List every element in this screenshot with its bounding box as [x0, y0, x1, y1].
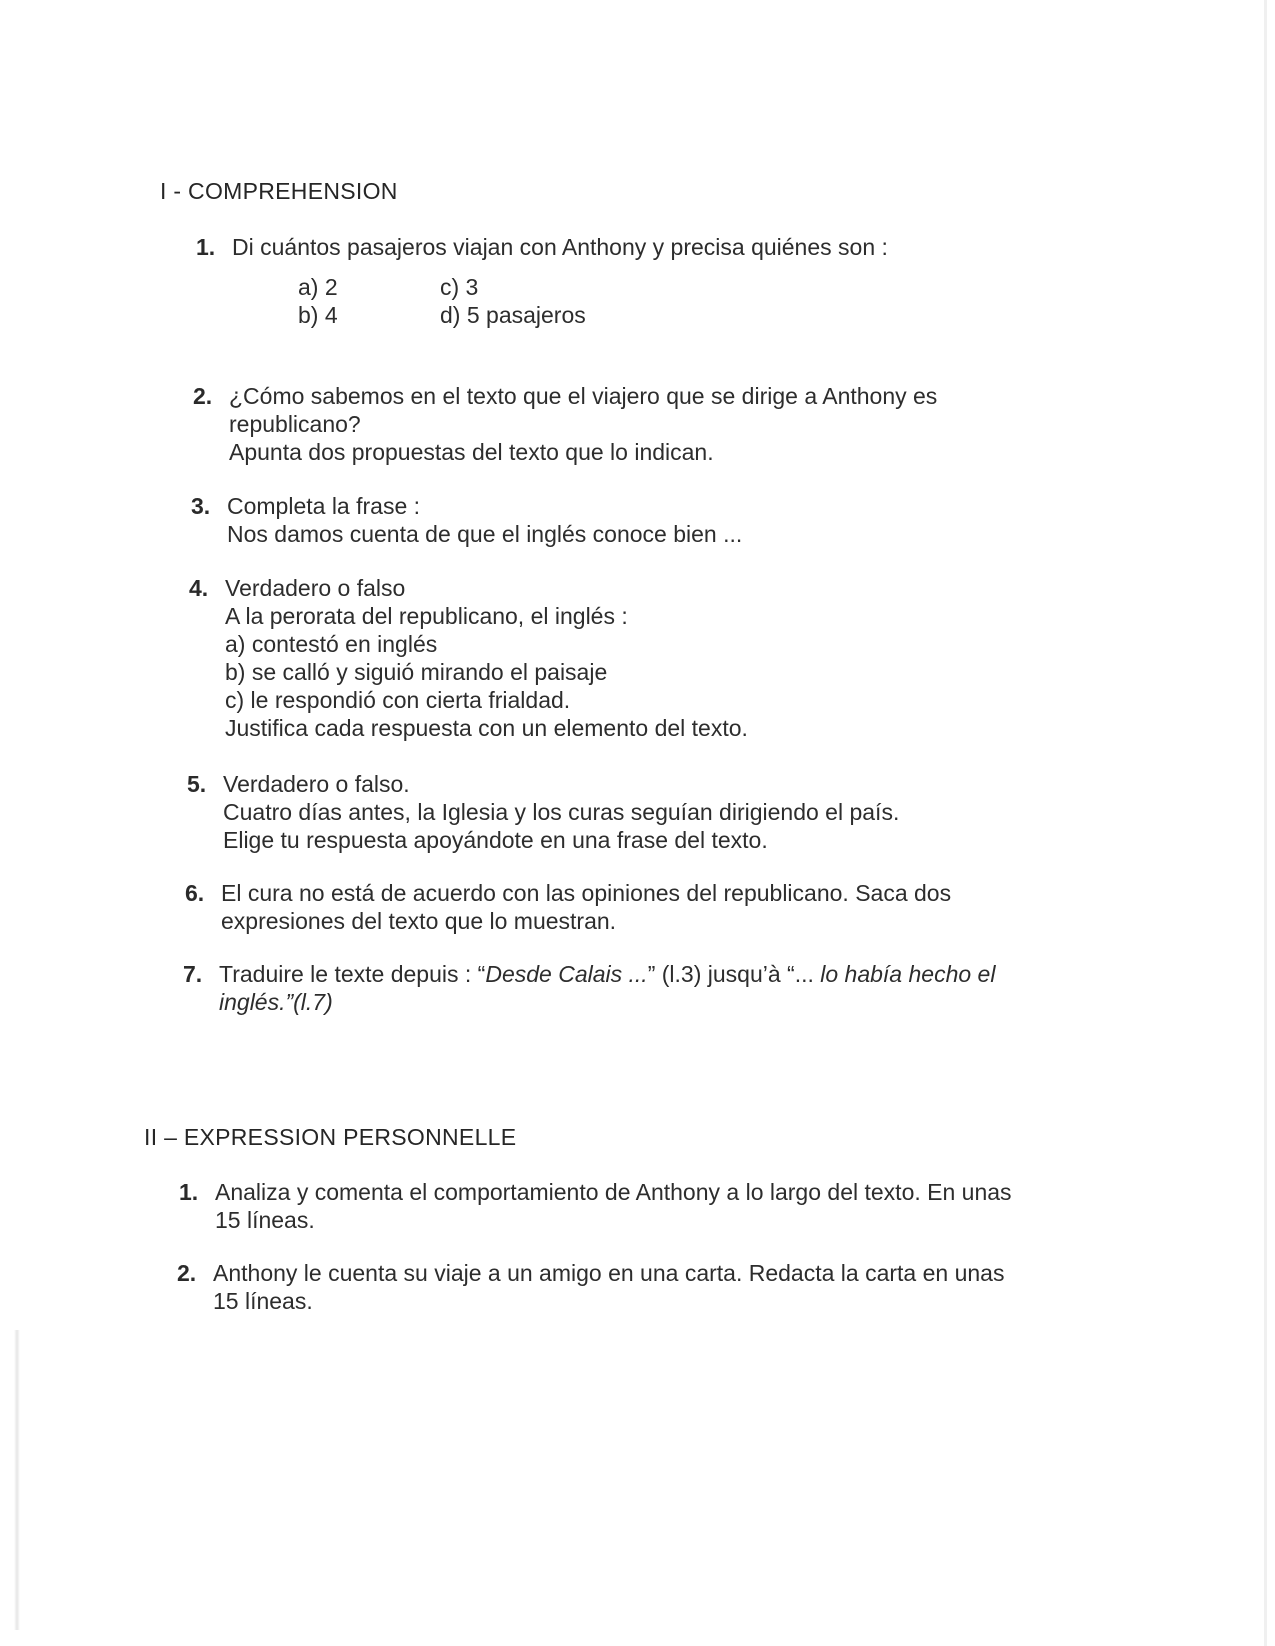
scan-shadow	[14, 1330, 20, 1630]
question-number: 2.	[177, 1260, 197, 1286]
question-text: b) se calló y siguió mirando el paisaje	[225, 659, 608, 685]
question-text: Anthony le cuenta su viaje a un amigo en una carta. Redacta la carta en unas	[213, 1260, 1005, 1286]
question-text: Justifica cada respuesta con un elemento del texto.	[225, 715, 748, 741]
question-number: 7.	[183, 961, 203, 987]
section-title-expression: II – EXPRESSION PERSONNELLE	[144, 1124, 517, 1150]
option-b: b) 4	[298, 302, 338, 328]
question-number: 2.	[193, 383, 213, 409]
question-text: Elige tu respuesta apoyándote en una frase del texto.	[223, 827, 768, 853]
option-a: a) 2	[298, 274, 338, 300]
question-text: republicano?	[229, 411, 361, 437]
question-text: Traduire le texte depuis : “Desde Calais ...” (l.3) jusqu’à “... lo había hecho el	[219, 961, 996, 987]
section-title-comprehension: I - COMPREHENSION	[160, 178, 398, 204]
question-number: 4.	[189, 575, 209, 601]
question-text: Verdadero o falso.	[223, 771, 410, 797]
question-text: ¿Cómo sabemos en el texto que el viajero que se dirige a Anthony es	[229, 383, 938, 409]
question-number: 6.	[185, 880, 205, 906]
option-d: d) 5 pasajeros	[440, 302, 586, 328]
scan-edge	[1264, 0, 1267, 1646]
option-c: c) 3	[440, 274, 479, 300]
question-text: Analiza y comenta el comportamiento de Anthony a lo largo del texto. En unas	[215, 1179, 1012, 1205]
question-text: Completa la frase :	[227, 493, 421, 519]
question-text: El cura no está de acuerdo con las opiniones del republicano. Saca dos	[221, 880, 952, 906]
question-text: 15 líneas.	[215, 1207, 315, 1233]
question-number: 3.	[191, 493, 211, 519]
question-number: 1.	[196, 234, 216, 260]
question-text: Nos damos cuenta de que el inglés conoce bien ...	[227, 521, 743, 547]
question-text: Cuatro días antes, la Iglesia y los curas seguían dirigiendo el país.	[223, 799, 900, 825]
question-text: Verdadero o falso	[225, 575, 406, 601]
question-number: 1.	[179, 1179, 199, 1205]
question-number: 5.	[187, 771, 207, 797]
question-text: c) le respondió con cierta frialdad.	[225, 687, 571, 713]
question-text: Di cuántos pasajeros viajan con Anthony y precisa quiénes son :	[232, 234, 888, 260]
question-text: 15 líneas.	[213, 1288, 313, 1314]
question-text: a) contestó en inglés	[225, 631, 438, 657]
question-text: inglés.”(l.7)	[219, 989, 333, 1015]
question-text: Apunta dos propuestas del texto que lo indican.	[229, 439, 714, 465]
question-text: A la perorata del republicano, el inglés :	[225, 603, 628, 629]
question-text: expresiones del texto que lo muestran.	[221, 908, 617, 934]
